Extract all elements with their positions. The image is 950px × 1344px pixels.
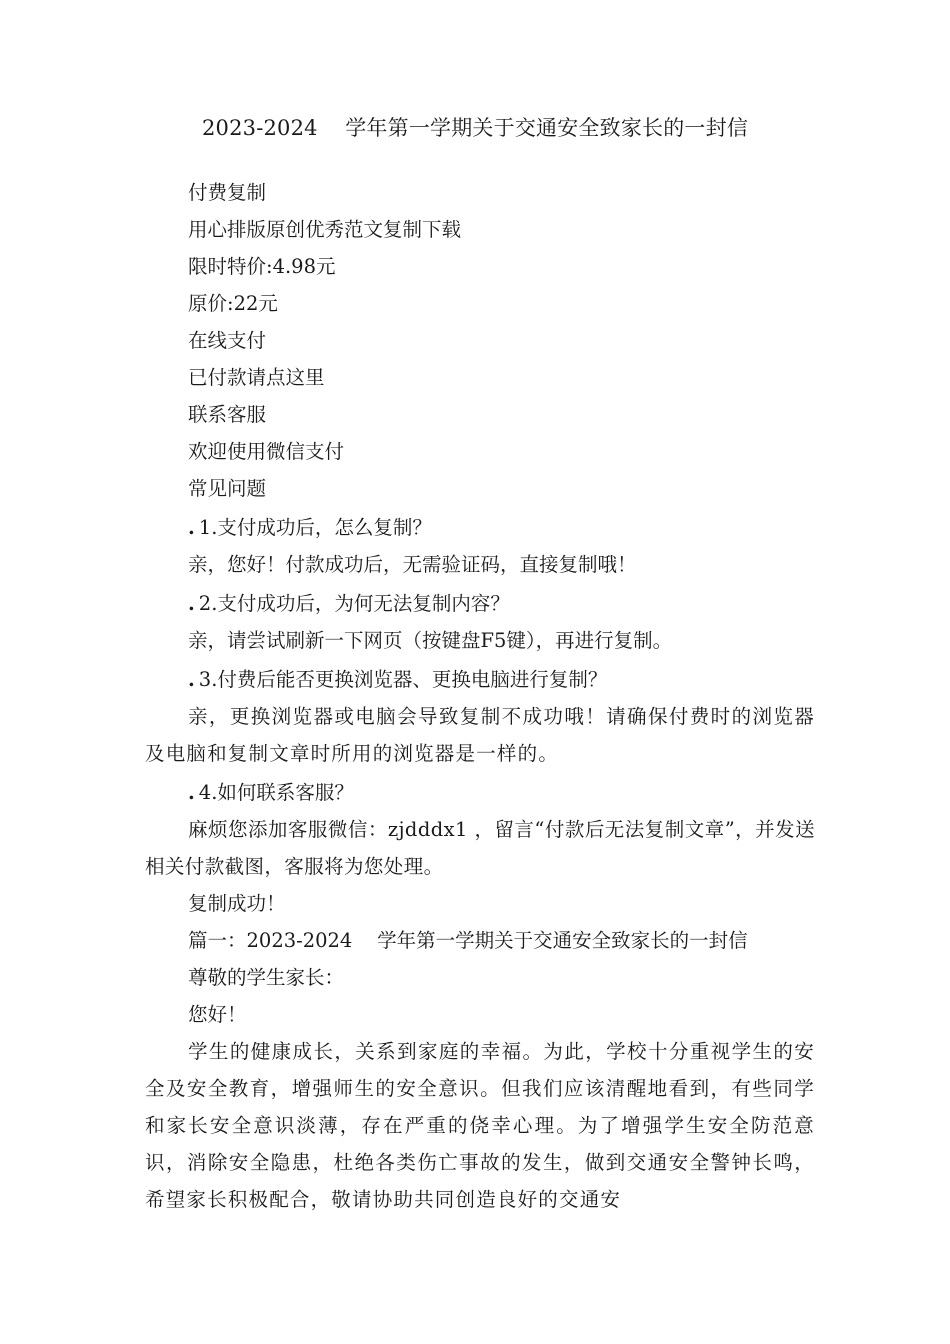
- faq-answer: 麻烦您添加客服微信：zjdddx1 ，留言“付款后无法复制文章”，并发送相关付款截图，客服将为您处理。: [145, 818, 815, 878]
- faq-question: [145, 774, 815, 811]
- faq-heading: 常见问题: [188, 477, 267, 500]
- faq-question: [145, 661, 815, 698]
- copy-success-text: 复制成功！: [188, 892, 286, 915]
- contact-service-link[interactable]: 联系客服: [188, 403, 267, 426]
- bullet-dot-icon: .: [188, 668, 195, 691]
- article-heading: 篇一：2023-2024 学年第一学期关于交通安全致家长的一封信: [188, 929, 748, 952]
- document-body: [145, 174, 815, 1218]
- faq-question: [145, 509, 815, 546]
- bullet-dot-icon: .: [188, 516, 195, 539]
- bullet-dot-icon: .: [188, 781, 195, 804]
- faq-question-text: 4.如何联系客服？: [198, 781, 354, 804]
- faq-question-text: 2.支付成功后，为何无法复制内容？: [198, 592, 510, 615]
- promo-tagline: 用心排版原创优秀范文复制下载: [188, 218, 462, 241]
- pay-online-link[interactable]: 在线支付: [188, 329, 267, 352]
- paid-click-here-link[interactable]: 已付款请点这里: [188, 366, 325, 389]
- wechat-pay-text: 欢迎使用微信支付: [188, 440, 345, 463]
- original-price: 原价:22元: [188, 292, 278, 315]
- article-salutation: 尊敬的学生家长：: [188, 966, 345, 989]
- faq-question-text: 1.支付成功后，怎么复制？: [198, 516, 432, 539]
- article-greeting: 您好！: [188, 1003, 247, 1026]
- sale-price: 限时特价:4.98元: [188, 255, 336, 278]
- article-paragraph: 学生的健康成长，关系到家庭的幸福。为此，学校十分重视学生的安全及安全教育，增强师生的安全意识。但我们应该清醒地看到，有些同学和家长安全意识淡薄，存在严重的侥幸心理。为了增强学生安全防范意识，消除安全隐患，杜绝各类伤亡事故的发生，做到交通安全警钟长鸣，希望家长积极配合，敬请协助共同创造良好的交通安: [145, 1040, 815, 1211]
- faq-question: [145, 585, 815, 622]
- document-title: 2023-2024 学年第一学期关于交通安全致家长的一封信: [201, 116, 749, 140]
- faq-answer: 亲，您好！付款成功后，无需验证码，直接复制哦！: [188, 553, 637, 576]
- faq-answer: 亲，请尝试刷新一下网页（按键盘F5键），再进行复制。: [188, 629, 673, 652]
- paid-copy-text: 付费复制: [188, 181, 267, 204]
- faq-question-text: 3.付费后能否更换浏览器、更换电脑进行复制？: [198, 668, 608, 691]
- bullet-dot-icon: .: [188, 592, 195, 615]
- faq-answer: 亲，更换浏览器或电脑会导致复制不成功哦！请确保付费时的浏览器及电脑和复制文章时所用的浏览器是一样的。: [145, 705, 815, 765]
